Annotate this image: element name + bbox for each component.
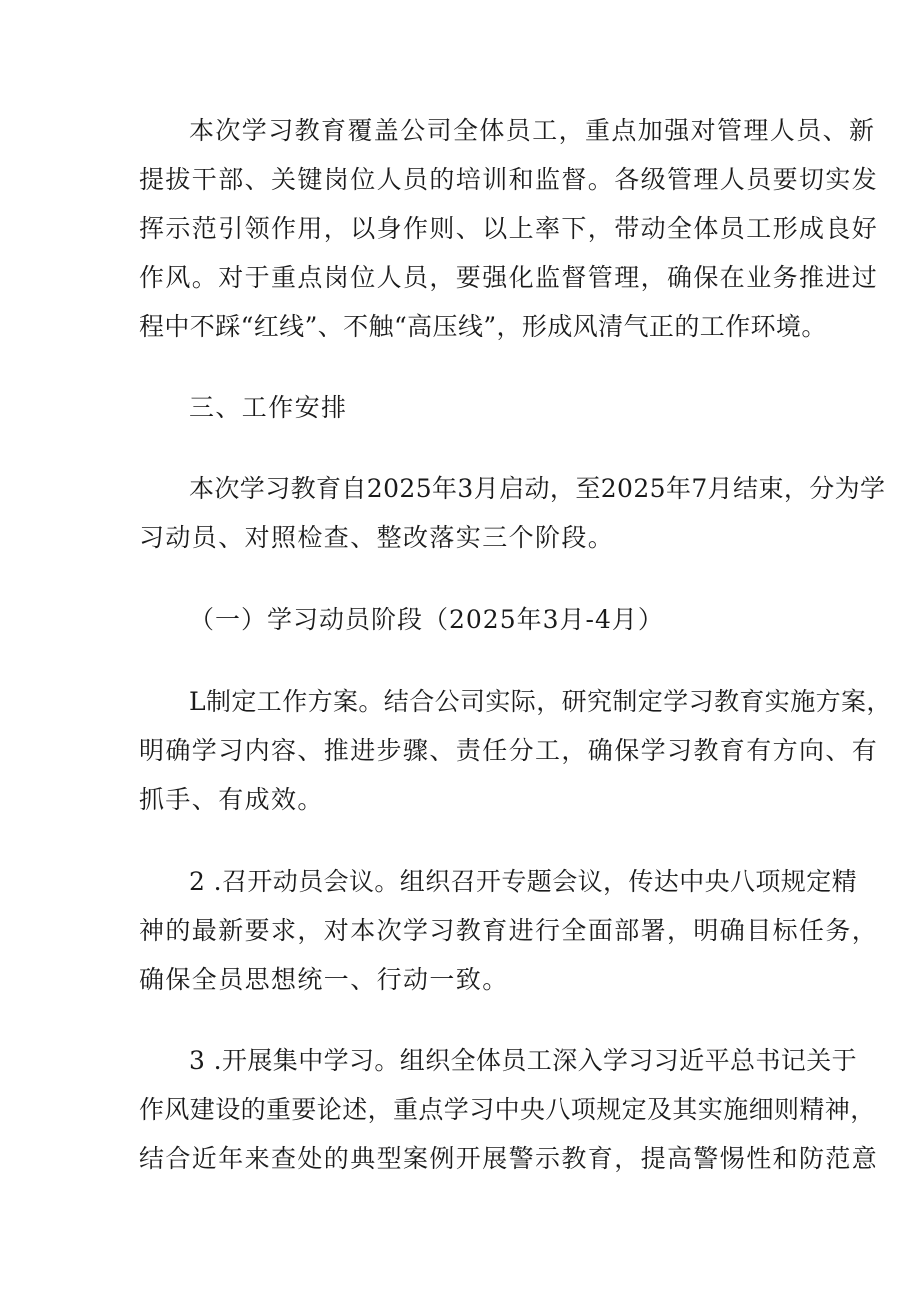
paragraph-line: 明确学习内容、推进步骤、责任分工，确保学习教育有方向、有 — [139, 736, 879, 765]
paragraph-line: 确保全员思想统一、行动一致。 — [139, 965, 509, 994]
paragraph-line: 3 .开展集中学习。组织全体员工深入学习习近平总书记关于 — [189, 1046, 858, 1075]
paragraph-line: 作风。对于重点岗位人员，要强化监督管理，确保在业务推进过 — [139, 263, 879, 292]
paragraph-line: 程中不踩“红线”、不触“高压线”，形成风清气正的工作环境。 — [139, 312, 827, 341]
paragraph-line: 挥示范引领作用，以身作则、以上率下，带动全体员工形成良好 — [139, 214, 879, 243]
section-heading: 三、工作安排 — [189, 393, 348, 422]
paragraph-line: 习动员、对照检查、整改落实三个阶段。 — [139, 523, 615, 552]
paragraph-line: 抓手、有成效。 — [139, 785, 324, 814]
paragraph-line: 提拔干部、关键岗位人员的培训和监督。各级管理人员要切实发 — [139, 165, 879, 194]
paragraph-line: L制定工作方案。结合公司实际，研究制定学习教育实施方案， — [189, 687, 892, 716]
paragraph-line: 本次学习教育覆盖公司全体员工，重点加强对管理人员、新 — [189, 116, 876, 145]
paragraph-line: 作风建设的重要论述，重点学习中央八项规定及其实施细则精神， — [139, 1095, 876, 1124]
paragraph-line: 2 .召开动员会议。组织召开专题会议，传达中央八项规定精 — [189, 867, 858, 896]
subsection-heading: （一）学习动员阶段（2025年3月-4月） — [189, 605, 664, 634]
paragraph-line: 结合近年来查处的典型案例开展警示教育，提高警惕性和防范意 — [139, 1144, 879, 1173]
paragraph-line: 本次学习教育自2025年3月启动，至2025年7月结束，分为学 — [189, 474, 886, 503]
paragraph-line: 神的最新要求，对本次学习教育进行全面部署，明确目标任务， — [139, 916, 879, 945]
